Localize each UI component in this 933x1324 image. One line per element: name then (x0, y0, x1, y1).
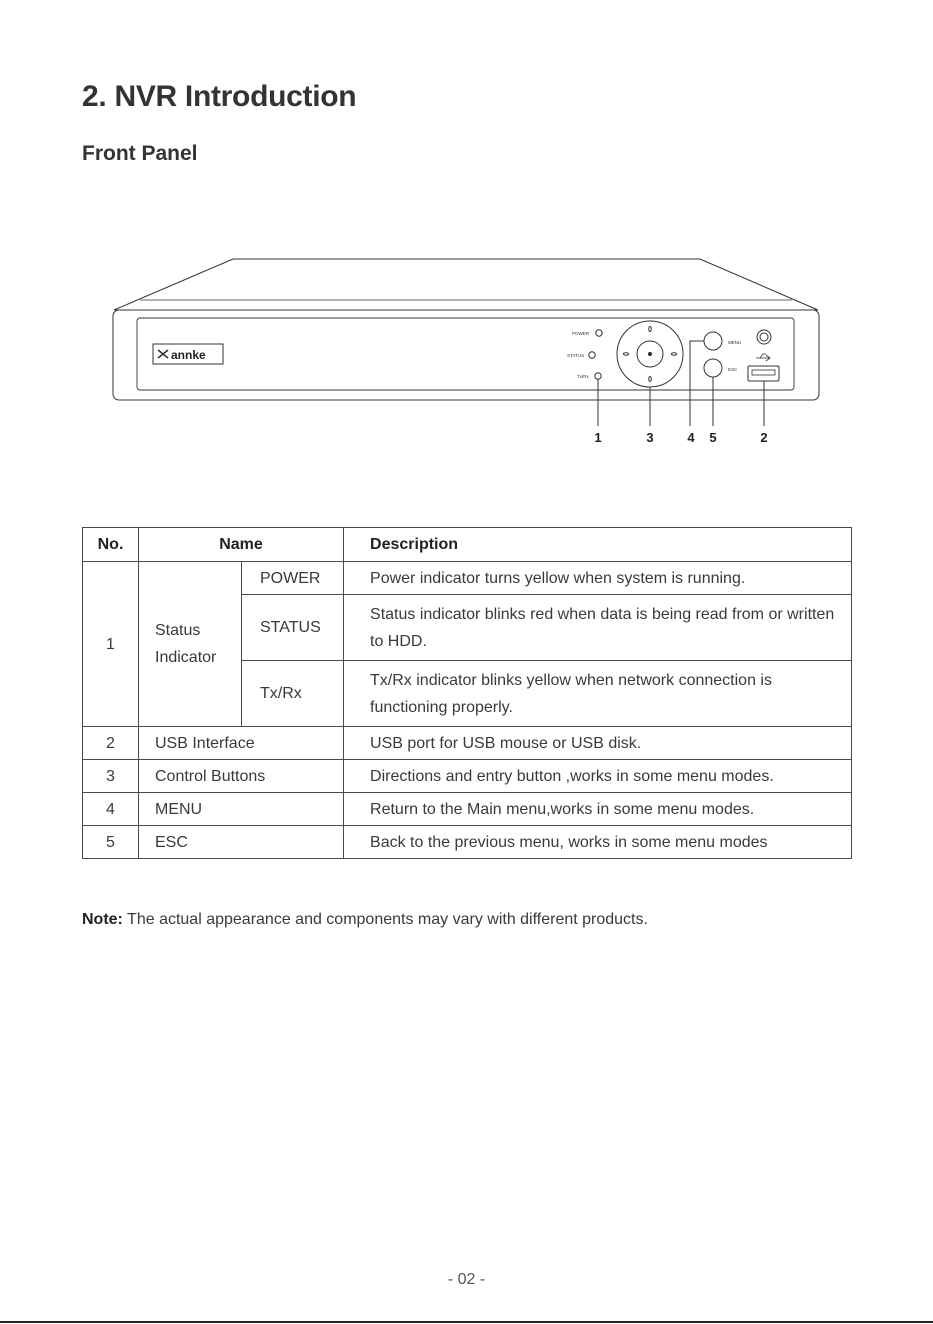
callout-2: 2 (760, 430, 768, 445)
row-subname: STATUS (242, 595, 344, 661)
row-description: Back to the previous menu, works in some menu modes (344, 826, 852, 859)
txrx-led (595, 373, 601, 379)
led-label-status: STATUS (567, 353, 585, 358)
note-label: Note: (82, 911, 123, 928)
esc-button-label: ESC (728, 367, 738, 372)
arrow-right-icon (672, 353, 677, 355)
table-row (83, 793, 852, 826)
menu-button-label: MENU (728, 340, 742, 345)
row-subname: POWER (242, 562, 344, 595)
page-number: - 02 - (447, 1271, 486, 1288)
led-label-txrx: Tx/Rx (577, 374, 589, 379)
nvr-front-panel-diagram (100, 250, 840, 460)
table-row (83, 727, 852, 760)
row-subname: Tx/Rx (242, 661, 344, 727)
callout-3: 3 (646, 430, 654, 445)
usb-port (748, 366, 779, 381)
note-text: The actual appearance and components may vary with different products. (122, 911, 648, 928)
device-face-panel (137, 318, 794, 390)
row-description: Return to the Main menu,works in some menu modes. (344, 793, 852, 826)
table-row (83, 826, 852, 859)
row-description: Status indicator blinks red when data is being read from or written to HDD. (344, 595, 852, 661)
power-switch-icon (757, 330, 771, 344)
row-no: 5 (83, 826, 139, 859)
callout-4: 4 (687, 430, 695, 445)
table-header-row (83, 528, 852, 562)
row-description: Tx/Rx indicator blinks yellow when network connection is functioning properly. (344, 661, 852, 727)
power-led (596, 330, 602, 336)
table-row (83, 760, 852, 793)
page-title: 2. NVR Introduction (82, 80, 357, 113)
row-no: 3 (83, 760, 139, 793)
section-subtitle: Front Panel (82, 142, 198, 165)
table-row (83, 562, 852, 595)
row-description: Power indicator turns yellow when system is running. (344, 562, 852, 595)
bottom-rule (0, 1321, 933, 1323)
control-pad-center-dot (648, 352, 651, 355)
arrow-up-icon (649, 327, 651, 332)
row-no: 2 (83, 727, 139, 760)
esc-button-shape (704, 359, 722, 377)
row-name: Status Indicator (139, 562, 242, 727)
device-top-outline (114, 259, 818, 310)
front-panel-table (82, 527, 852, 859)
header-description: Description (344, 528, 852, 562)
row-name: MENU (139, 793, 344, 826)
brand-logo-icon (158, 350, 168, 358)
row-description: USB port for USB mouse or USB disk. (344, 727, 852, 760)
menu-button-shape (704, 332, 722, 350)
arrow-left-icon (624, 353, 629, 355)
arrow-down-icon (649, 377, 651, 382)
header-no: No. (83, 528, 139, 562)
brand-logo-text: annke (171, 348, 206, 362)
note (82, 911, 648, 929)
status-led (589, 352, 595, 358)
usb-symbol-icon (756, 354, 770, 361)
row-name: ESC (139, 826, 344, 859)
header-name: Name (139, 528, 344, 562)
row-no: 4 (83, 793, 139, 826)
callout-5: 5 (709, 430, 717, 445)
row-no: 1 (83, 562, 139, 727)
callout-1: 1 (594, 430, 602, 445)
row-description: Directions and entry button ,works in some menu modes. (344, 760, 852, 793)
row-name: USB Interface (139, 727, 344, 760)
led-label-power: POWER (572, 331, 590, 336)
row-name: Control Buttons (139, 760, 344, 793)
